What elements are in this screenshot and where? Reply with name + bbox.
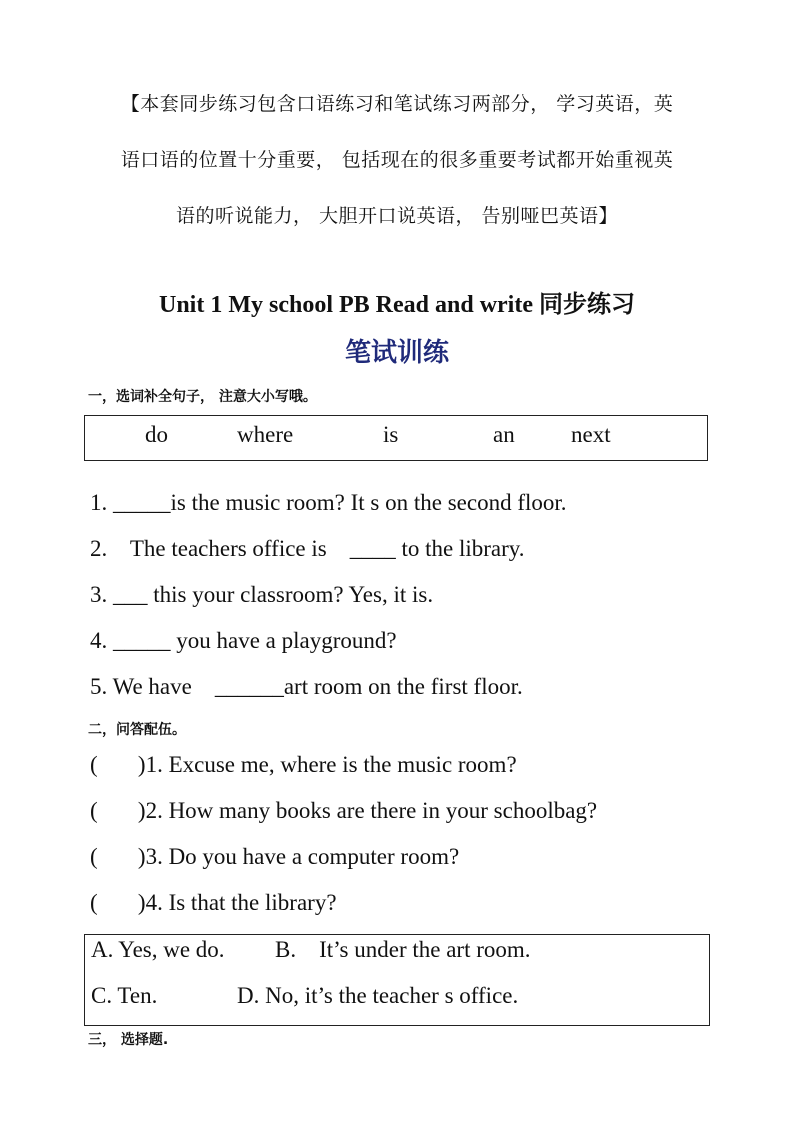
question-text: art room on the first floor. bbox=[283, 674, 523, 699]
word-bank-item: is bbox=[383, 422, 399, 447]
question-text: to the library. bbox=[395, 536, 525, 561]
word-bank-item: an bbox=[493, 422, 515, 447]
question-1 bbox=[90, 490, 567, 516]
answer-blank[interactable]: ___ bbox=[113, 582, 148, 607]
intro-paragraph bbox=[82, 76, 712, 244]
word-bank-item: where bbox=[237, 422, 294, 447]
answer-option-d: D. No, it’s the teacher s office. bbox=[237, 983, 519, 1008]
match-question-3: ( )3. Do you have a computer room? bbox=[90, 844, 460, 869]
word-bank-item: next bbox=[571, 422, 611, 447]
page-subtitle: 笔试训练 bbox=[344, 338, 449, 368]
answer-blank[interactable]: _____ bbox=[113, 490, 171, 515]
question-text: 5. We have bbox=[90, 674, 215, 699]
question-5 bbox=[90, 674, 523, 700]
answer-blank[interactable]: _____ bbox=[113, 628, 171, 653]
answer-options-box bbox=[84, 934, 710, 1026]
intro-line-3: 语的听说能力， 大胆开口说英语， 告别哑巴英语】 bbox=[175, 205, 619, 227]
question-text: 2. The teachers office is bbox=[90, 536, 350, 561]
answer-option-c: C. Ten. bbox=[91, 983, 158, 1008]
match-question-2: ( )2. How many books are there in your schoolbag? bbox=[90, 798, 598, 823]
question-number: 3. bbox=[90, 582, 113, 607]
question-text: is the music room? It s on the second floor. bbox=[170, 490, 567, 515]
answer-blank[interactable]: ____ bbox=[349, 536, 396, 561]
section-2-heading: 二，问答配伍。 bbox=[88, 722, 186, 738]
question-number: 1. bbox=[90, 490, 113, 515]
question-3 bbox=[90, 582, 433, 608]
question-4 bbox=[90, 628, 397, 654]
word-bank-box bbox=[84, 415, 708, 461]
question-text: this your classroom? Yes, it is. bbox=[147, 582, 434, 607]
question-text: you have a playground? bbox=[170, 628, 397, 653]
answer-option-a: A. Yes, we do. bbox=[91, 937, 225, 962]
match-question-1: ( )1. Excuse me, where is the music room? bbox=[90, 752, 517, 777]
answer-blank[interactable]: ______ bbox=[214, 674, 284, 699]
answer-option-b: B. It’s under the art room. bbox=[275, 937, 531, 962]
question-number: 4. bbox=[90, 628, 113, 653]
intro-line-2: 语口语的位置十分重要， 包括现在的很多重要考试都开始重视英 bbox=[120, 149, 674, 171]
intro-line-1: 【本套同步练习包含口语练习和笔试练习两部分， 学习英语，英 bbox=[120, 93, 674, 115]
section-1-heading: 一，选词补全句子， 注意大小写哦。 bbox=[88, 389, 317, 405]
match-question-4: ( )4. Is that the library? bbox=[90, 890, 337, 915]
page-title: Unit 1 My school PB Read and write 同步练习 bbox=[159, 292, 635, 318]
section-3-heading: 三， 选择题. bbox=[88, 1032, 169, 1048]
question-2 bbox=[90, 536, 525, 562]
word-bank-item: do bbox=[145, 422, 168, 447]
